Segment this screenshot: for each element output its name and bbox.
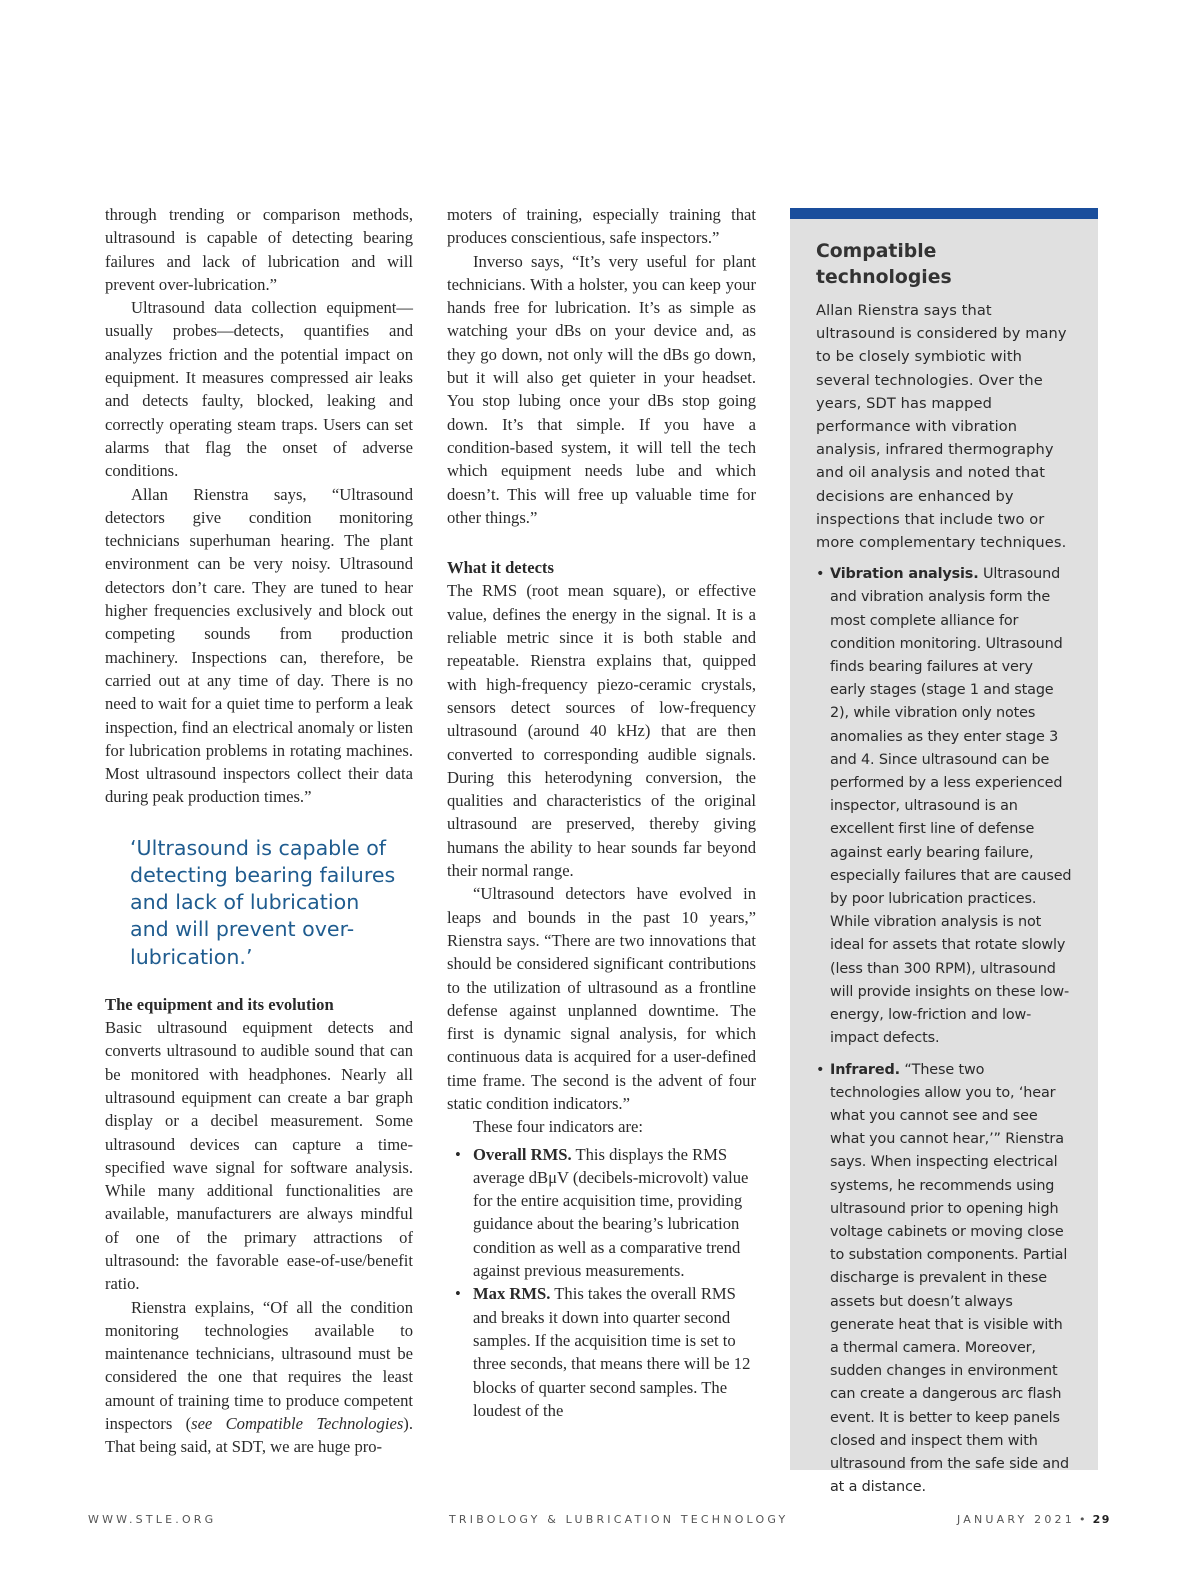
subhead-what-it-detects: What it detects xyxy=(447,558,554,578)
sidebar-list xyxy=(816,563,1072,1499)
list-item-text: This takes the overall RMS and breaks it down into quarter second samples. If the acquisition time is set to three seconds, that means there will be 12 blocks of quarter second samples. The loudest of the xyxy=(473,1284,751,1420)
list-item-text: Ultrasound and vibration analysis form the most complete alliance for condition monitoring. Ultrasound finds bearing failures at very early stages (stage 1 and stage 2), while vibration only notes anomalies as they enter stage 3 and 4. Since ultrasound can be performed by a less experienced inspector, ultrasound is an excellent first line of defense against early bearing failure, especially failures that are caused by poor lubrication practices. While vibration analysis is not ideal for assets that rotate slowly (less than 300 RPM), ultrasound will provide insights on these low-energy, low-friction and low-impact defects. xyxy=(830,566,1072,1047)
footer-issue-block xyxy=(957,1513,1111,1526)
page-footer xyxy=(0,1513,1200,1533)
paragraph: The RMS (root mean square), or effective value, defines the energy in the signal. It is a reliable metric since it is both stable and repeatable. Rienstra explains that, quipped with high-frequency piezo-ceramic crystals, sensors detect sources of low-frequency ultrasound (around 40 kHz) that are then converted to corresponding audible signals. During this heterodyning conversion, the qualities and characteristics of the original ultrasound are preserved, thereby giving humans the ability to hear sounds far beyond their normal range. xyxy=(447,581,756,881)
sidebar-compatible-technologies xyxy=(790,208,1098,1496)
page-number: 29 xyxy=(1092,1513,1111,1526)
footer-separator: • xyxy=(1078,1513,1089,1526)
list-item-title: Vibration analysis. xyxy=(830,566,979,583)
indicator-list xyxy=(447,1143,756,1423)
subhead-equipment: The equipment and its evolution xyxy=(105,994,334,1014)
article-column-1 xyxy=(105,203,413,1459)
paragraph: Ultrasound data collection equipment—usually probes—detects, quantifies and analyzes friction and the potential impact on equipment. It measures compressed air leaks and detects faulty, blocked, leaking and correctly operating steam traps. Users can set alarms that flag the onset of adverse conditions. xyxy=(105,298,413,481)
list-item-title: Infrared. xyxy=(830,1061,900,1078)
paragraph: moters of training, especially training that produces conscientious, safe inspectors.” xyxy=(447,205,756,248)
list-item xyxy=(816,1059,1072,1500)
paragraph-text: ). That being said, at SDT, we are huge pro- xyxy=(105,1414,413,1457)
footer-publication: TRIBOLOGY & LUBRICATION TECHNOLOGY xyxy=(449,1513,789,1526)
paragraph: These four indicators are: xyxy=(473,1117,644,1137)
pull-quote: ‘Ultrasound is capable of detecting bearing failures and lack of lubrication and will prevent over-lubrication.’ xyxy=(130,835,396,969)
list-item-text: “These two technologies allow you to, ‘hear what you cannot see and see what you cannot hear,’” Rienstra says. When inspecting electrical systems, he recommends using ultrasound prior to opening high voltage cabinets or moving close to substation components. Partial discharge is prevalent in these assets but doesn’t always generate heat that is visible with a thermal camera. Moreover, sudden changes in environment can create a dangerous arc flash event. It is better to keep panels closed and inspect them with ultrasound from the safe side and at a distance. xyxy=(830,1061,1069,1496)
list-item-title: Max RMS. xyxy=(473,1284,551,1304)
sidebar-accent-bar xyxy=(790,208,1098,219)
footer-website: WWW.STLE.ORG xyxy=(88,1513,217,1526)
list-item xyxy=(447,1143,756,1283)
paragraph: Allan Rienstra says, “Ultrasound detectors give condition monitoring technicians superhuman hearing. The plant environment can be very noisy. Ultrasound detectors don’t care. They are tuned to hear higher frequencies exclusively and block out competing sounds from production machinery. Inspections can, therefore, be carried out at any time of day. There is no need to wait for a quiet time to perform a leak inspection, find an electrical anomaly or listen for lubrication problems in rotating machines. Most ultrasound inspectors collect their data during peak production times.” xyxy=(105,484,413,807)
footer-issue: JANUARY 2021 xyxy=(957,1513,1075,1526)
list-item xyxy=(816,563,1072,1050)
sidebar-intro: Allan Rienstra says that ultrasound is considered by many to be closely symbiotic with several technologies. Over the years, SDT has mapped performance with vibration analysis, infrared thermography and oil analysis and noted that decisions are enhanced by inspections that include two or more complementary techniques. xyxy=(816,302,1067,552)
paragraph: Inverso says, “It’s very useful for plant technicians. With a holster, you can keep your hands free for lubrication. It’s as simple as watching your dBs on your device and, as they go down, not only will the dBs go down, but it will also get quieter in your headset. You stop lubing once your dBs stop going down. It’s that simple. If you have a condition-based system, it will tell the tech which equipment needs lube and which doesn’t. This will free up valuable time for other things.” xyxy=(447,251,756,527)
paragraph: Basic ultrasound equipment detects and converts ultrasound to audible sound that can be monitored with headphones. Nearly all ultrasound equipment can create a bar graph display or a decibel measurement. Some ultrasound devices can capture a time-specified wave signal for software analysis. While many additional functionalities are available, manufacturers are always mindful of one of the primary attractions of ultrasound: the favorable ease-of-use/benefit ratio. xyxy=(105,1018,413,1294)
article-column-2 xyxy=(447,203,756,1422)
sidebar-title: Compatible technologies xyxy=(816,241,952,288)
paragraph: through trending or comparison methods, ultrasound is capable of detecting bearing failures and lack of lubrication and will prevent over-lubrication.” xyxy=(105,205,413,294)
paragraph xyxy=(105,1296,413,1459)
cross-reference: see Compatible Technologies xyxy=(191,1414,404,1434)
list-item xyxy=(447,1282,756,1422)
paragraph-text: Rienstra explains, “Of all the condition monitoring technologies available to maintenance technicians, ultrasound must be considered the one that requires the least amount of training time to produce competent inspectors ( xyxy=(105,1297,413,1434)
list-item-title: Overall RMS. xyxy=(473,1144,572,1164)
list-item-text: This displays the RMS average dBμV (decibels-microvolt) value for the entire acquisition time, providing guidance about the bearing’s lubrication condition as well as a comparative trend against previous measurements. xyxy=(473,1144,749,1281)
paragraph: “Ultrasound detectors have evolved in leaps and bounds in the past 10 years,” Rienstra says. “There are two innovations that should be considered significant contributions to the utilization of ultrasound as a frontline defense against unplanned downtime. The first is dynamic signal analysis, for which continuous data is acquired for a user-defined time frame. The second is the advent of four static condition indicators.” xyxy=(447,884,756,1113)
